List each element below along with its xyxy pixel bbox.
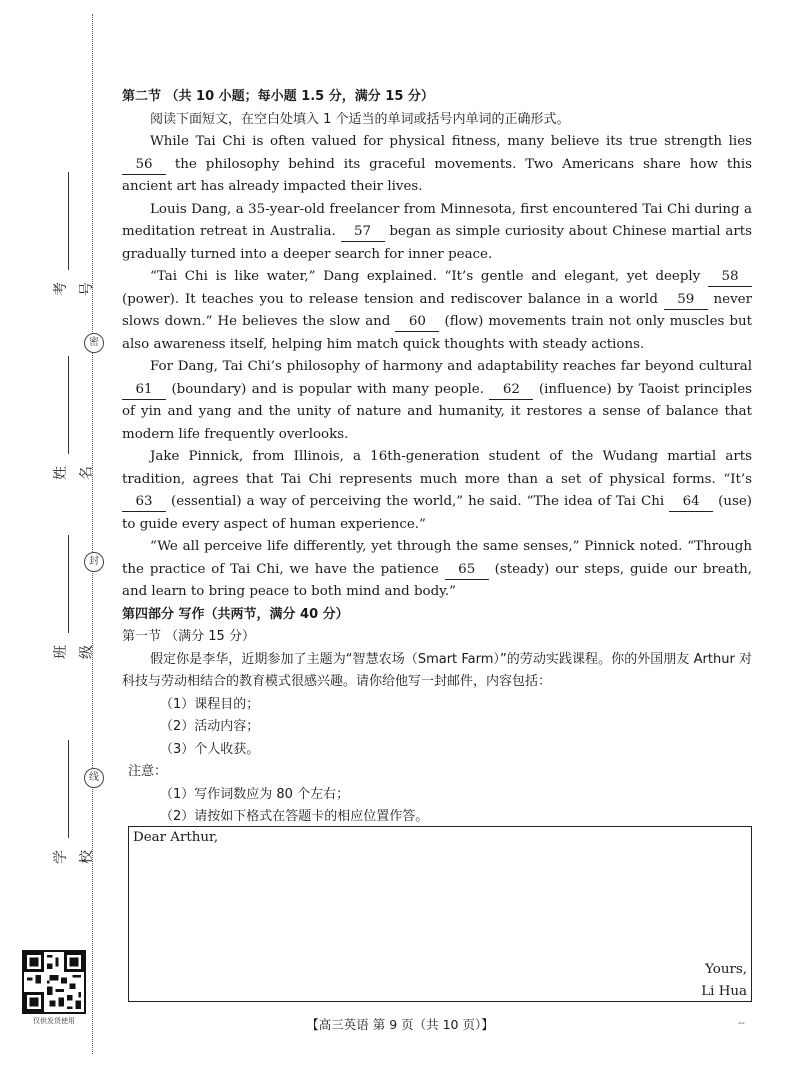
answer-blank-64[interactable]: 64 — [669, 493, 713, 512]
name-label: 姓名 — [53, 466, 95, 480]
answer-blank-62[interactable]: 62 — [489, 381, 533, 400]
part4-title: 第四部分 写作（共两节，满分 40 分） — [122, 606, 349, 622]
page-footer: 【高三英语 第 9 页（共 10 页）】 — [306, 1017, 494, 1032]
school-label: 学校 — [53, 850, 95, 864]
seal-mark-xian: 线 — [84, 768, 104, 788]
passage-paragraph-3: “Tai Chi is like water,” Dang explained. “It’s gentle and elegant, yet deeply 58 (power). It teaches you to release tension and rediscover balance in a world 59 never slows down.” He believes the slow and 60 (flow) movements train not only muscles but also awareness itself, helping him match quick thoughts with steady actions. — [122, 269, 752, 352]
part4-section1-title: 第一节 （满分 15 分） — [122, 629, 255, 644]
note-item-2: （2）请按如下格式在答题卡的相应位置作答。 — [160, 809, 429, 824]
note-item-1: （1）写作词数应为 80 个左右； — [160, 786, 350, 802]
class-label: 班级 — [53, 645, 95, 659]
school-field — [44, 740, 95, 870]
answer-blank-58[interactable]: 58 — [708, 268, 752, 287]
passage-paragraph-5: Jake Pinnick, from Illinois, a 16th-generation student of the Wudang martial arts tradition, agrees that Tai Chi represents much more than a set of physical forms. “It’s 63 (essential) a way of perceiving the world,” he said. “The idea of Tai Chi 64 (use) to guide every aspect of human experience.” — [122, 449, 752, 532]
seal-mark-feng: 封 — [84, 552, 104, 572]
qr-code-icon — [22, 950, 86, 1014]
letter-answer-box — [128, 826, 752, 1002]
passage-paragraph-6: “We all perceive life differently, yet through the same senses,” Pinnick noted. “Through the practice of Tai Chi, we have the patience 65 (steady) our steps, guide our breath, and learn to bring peace to both mind and body.” — [122, 539, 752, 599]
letter-closing-word: Yours, — [705, 962, 747, 977]
answer-blank-61[interactable]: 61 — [122, 381, 166, 400]
prompt-item-2: （2）活动内容； — [160, 719, 260, 734]
seal-mark-mi: 密 — [84, 333, 104, 353]
answer-blank-56[interactable]: 56 — [122, 156, 166, 175]
passage-paragraph-2: Louis Dang, a 35-year-old freelancer from Minnesota, first encountered Tai Chi during a meditation retreat in Australia. 57 began as simple curiosity about Chinese martial arts gradually turned into a deeper search for inner peace. — [122, 201, 753, 262]
passage-paragraph-1: While Tai Chi is often valued for physical fitness, many believe its true strength lies 56 the philosophy behind its graceful movements. Two Americans share how this ancient art has already impacted their lives. — [122, 134, 752, 194]
answer-blank-63[interactable]: 63 — [122, 493, 166, 512]
letter-greeting: Dear Arthur, — [133, 830, 219, 845]
answer-blank-59[interactable]: 59 — [664, 291, 708, 310]
letter-closing — [701, 959, 747, 1003]
answer-blank-60[interactable]: 60 — [395, 313, 439, 332]
letter-signature: Li Hua — [701, 984, 747, 999]
exam-number-label: 考号 — [53, 282, 95, 296]
writing-prompt: 假定你是李华，近期参加了主题为“智慧农场（Smart Farm）”的劳动实践课程。你的外国朋友 Arthur 对科技与劳动相结合的教育模式很感兴趣。请你给他写一封邮件，内容包括： — [122, 651, 752, 689]
footer-dash: -- — [738, 1018, 745, 1029]
prompt-item-3: （3）个人收获。 — [160, 741, 260, 757]
binding-dotted-line — [92, 14, 93, 1054]
section2-title: 第二节 （共 10 小题；每小题 1.5 分，满分 15 分） — [122, 89, 434, 104]
exam-number-field — [44, 172, 95, 302]
page-content — [122, 86, 752, 829]
class-field — [44, 535, 95, 665]
section2-instruction: 阅读下面短文，在空白处填入 1 个适当的单词或括号内单词的正确形式。 — [150, 111, 570, 127]
notes-title: 注意： — [128, 764, 168, 779]
qr-caption: 仅供发货使用 — [33, 1017, 75, 1025]
passage-paragraph-4: For Dang, Tai Chi’s philosophy of harmony and adaptability reaches far beyond cultural 61 (boundary) and is popular with many people. 62 (influence) by Taoist principles of yin and yang and the unity of nature and humanity, it restores a sense of balance that modern life frequently overlooks. — [122, 359, 752, 442]
name-field — [44, 356, 95, 486]
prompt-item-1: （1）课程目的； — [160, 696, 260, 712]
answer-blank-57[interactable]: 57 — [341, 223, 385, 242]
answer-blank-65[interactable]: 65 — [445, 561, 489, 580]
